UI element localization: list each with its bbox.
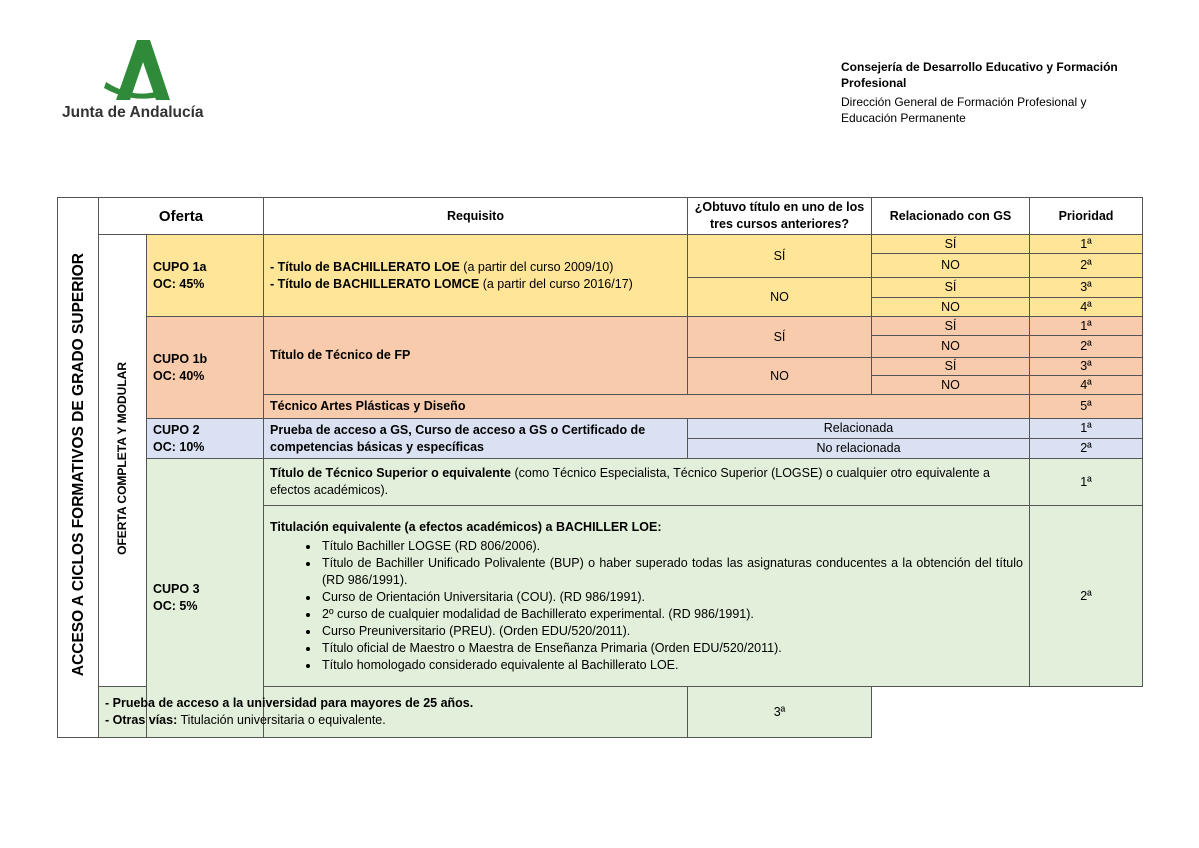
cupo2-oc: OC: 10%: [153, 439, 205, 454]
cupo1a-label: CUPO 1a: [153, 259, 207, 274]
cupo3-r3-line1: - Prueba de acceso a la universidad para mayores de 25 años.: [105, 696, 474, 710]
cupo1b-req: Título de Técnico de FP: [264, 317, 688, 395]
cupo3-r3-line2-bold: - Otras vías:: [105, 713, 178, 727]
cupo1a-rel-1: NO: [872, 254, 1030, 278]
table-row: [58, 687, 1143, 738]
cupo1a-cell: [147, 235, 264, 317]
cupo2-req: Prueba de acceso a GS, Curso de acceso a GS o Certificado de competencias básicas y específicas: [264, 419, 688, 459]
cupo2-label: CUPO 2: [153, 422, 200, 437]
cupo1a-req2-bold: - Título de BACHILLERATO LOMCE: [270, 276, 480, 291]
cupo2-cell: [147, 419, 264, 459]
cupo1b-rel-0: SÍ: [872, 317, 1030, 336]
cupo3-r3-line2-rest: Titulación universitaria o equivalente.: [177, 713, 386, 727]
cupo3-label: CUPO 3: [153, 582, 200, 596]
cupo1b-prio-0: 1ª: [1030, 317, 1143, 336]
cupo1a-prio-2: 3ª: [1030, 278, 1143, 298]
list-item: • Título oficial de Maestro o Maestra de Enseñanza Primaria (Orden EDU/520/2011).: [320, 640, 1023, 657]
list-item: • 2º curso de cualquier modalidad de Bachillerato experimental. (RD 986/1991).: [320, 606, 1023, 623]
cupo3-r1: [264, 459, 1030, 506]
header-prioridad: Prioridad: [1030, 198, 1143, 235]
cupo1b-oc: OC: 40%: [153, 368, 205, 383]
table-row: [58, 235, 1143, 254]
cupo3-r3: [99, 687, 688, 738]
oferta-vertical: OFERTA COMPLETA Y MODULAR: [115, 361, 129, 555]
cupo2-rel-1: No relacionada: [688, 439, 1030, 459]
list-item: • Curso Preuniversitario (PREU). (Orden EDU/520/2011).: [320, 623, 1023, 640]
cupo3-r2-title: Titulación equivalente (a efectos académicos) a BACHILLER LOE:: [270, 519, 662, 534]
cupo3-r2: [264, 506, 1030, 687]
table-row: [58, 459, 1143, 506]
cupo1b-prio-3: 4ª: [1030, 376, 1143, 395]
header-org: Consejería de Desarrollo Educativo y Formación Profesional: [841, 60, 1118, 90]
cupo1a-req: [264, 235, 688, 317]
header-requisito: Requisito: [264, 198, 688, 235]
access-table: [57, 197, 1143, 738]
cupo1a-rel-3: NO: [872, 298, 1030, 317]
cupo1b-rel-3: NO: [872, 376, 1030, 395]
cupo3-r3-prio: 3ª: [688, 687, 872, 738]
cupo1a-req1-bold: - Título de BACHILLERATO LOE: [270, 259, 460, 274]
oferta-vertical-cell: [99, 235, 147, 687]
cupo3-r1-bold: Título de Técnico Superior o equivalente: [270, 466, 512, 480]
table-row: [58, 317, 1143, 336]
cupo3-r1-rest: (como Técnico Especialista, Técnico Superior (LOGSE) o cualquier otro equivalente a efectos académicos).: [270, 466, 990, 497]
cupo1a-prio-1: 2ª: [1030, 254, 1143, 278]
cupo2-prio-0: 1ª: [1030, 419, 1143, 439]
cupo3-r1-prio: 1ª: [1030, 459, 1143, 506]
header-info: [841, 59, 1141, 126]
junta-logo-icon: [104, 40, 170, 102]
cupo1a-oc: OC: 45%: [153, 276, 205, 291]
cupo1a-req2-rest: (a partir del curso 2016/17): [479, 276, 633, 291]
cupo1b-no: NO: [688, 358, 872, 395]
list-item: • Título homologado considerado equivalente al Bachillerato LOE.: [320, 657, 1023, 674]
cupo1b-prio-1: 2ª: [1030, 336, 1143, 358]
cupo1a-req1-rest: (a partir del curso 2009/10): [459, 259, 614, 274]
cupo3-r2-prio: 2ª: [1030, 506, 1143, 687]
list-item: • Título Bachiller LOGSE (RD 806/2006).: [320, 538, 1023, 555]
header-oferta: Oferta: [99, 198, 264, 235]
list-item: • Curso de Orientación Universitaria (COU). (RD 986/1991).: [320, 589, 1023, 606]
list-item: • Título de Bachiller Unificado Polivalente (BUP) o haber superado todas las asignaturas conducentes a la obtención del título (RD 986/1991).: [320, 555, 1023, 589]
junta-logo: [62, 40, 222, 125]
header-relacionado: Relacionado con GS: [872, 198, 1030, 235]
cupo3-oc: OC: 5%: [153, 599, 198, 613]
cupo1b-artes-prio: 5ª: [1030, 395, 1143, 419]
header-titulo: ¿Obtuvo título en uno de los tres cursos anteriores?: [688, 198, 872, 235]
cupo1b-si: SÍ: [688, 317, 872, 358]
cupo1b-label: CUPO 1b: [153, 351, 208, 366]
header-dept: Dirección General de Formación Profesional y Educación Permanente: [841, 95, 1087, 125]
cupo1a-si: SÍ: [688, 235, 872, 278]
cupo1b-cell: [147, 317, 264, 419]
table-header-row: [58, 198, 1143, 235]
cupo1b-rel-1: NO: [872, 336, 1030, 358]
side-title-cell: [58, 198, 99, 738]
side-title: ACCESO A CICLOS FORMATIVOS DE GRADO SUPERIOR: [69, 253, 87, 677]
cupo2-rel-0: Relacionada: [688, 419, 1030, 439]
cupo1a-prio-0: 1ª: [1030, 235, 1143, 254]
logo-text: Junta de Andalucía: [62, 104, 204, 121]
cupo2-prio-1: 2ª: [1030, 439, 1143, 459]
cupo1a-rel-2: SÍ: [872, 278, 1030, 298]
cupo1b-rel-2: SÍ: [872, 358, 1030, 376]
cupo1a-no: NO: [688, 278, 872, 317]
table-row: [58, 419, 1143, 439]
cupo1b-prio-2: 3ª: [1030, 358, 1143, 376]
cupo3-r2-list: [270, 538, 1023, 674]
cupo1a-rel-0: SÍ: [872, 235, 1030, 254]
cupo1b-artes: Técnico Artes Plásticas y Diseño: [264, 395, 1030, 419]
cupo1a-prio-3: 4ª: [1030, 298, 1143, 317]
